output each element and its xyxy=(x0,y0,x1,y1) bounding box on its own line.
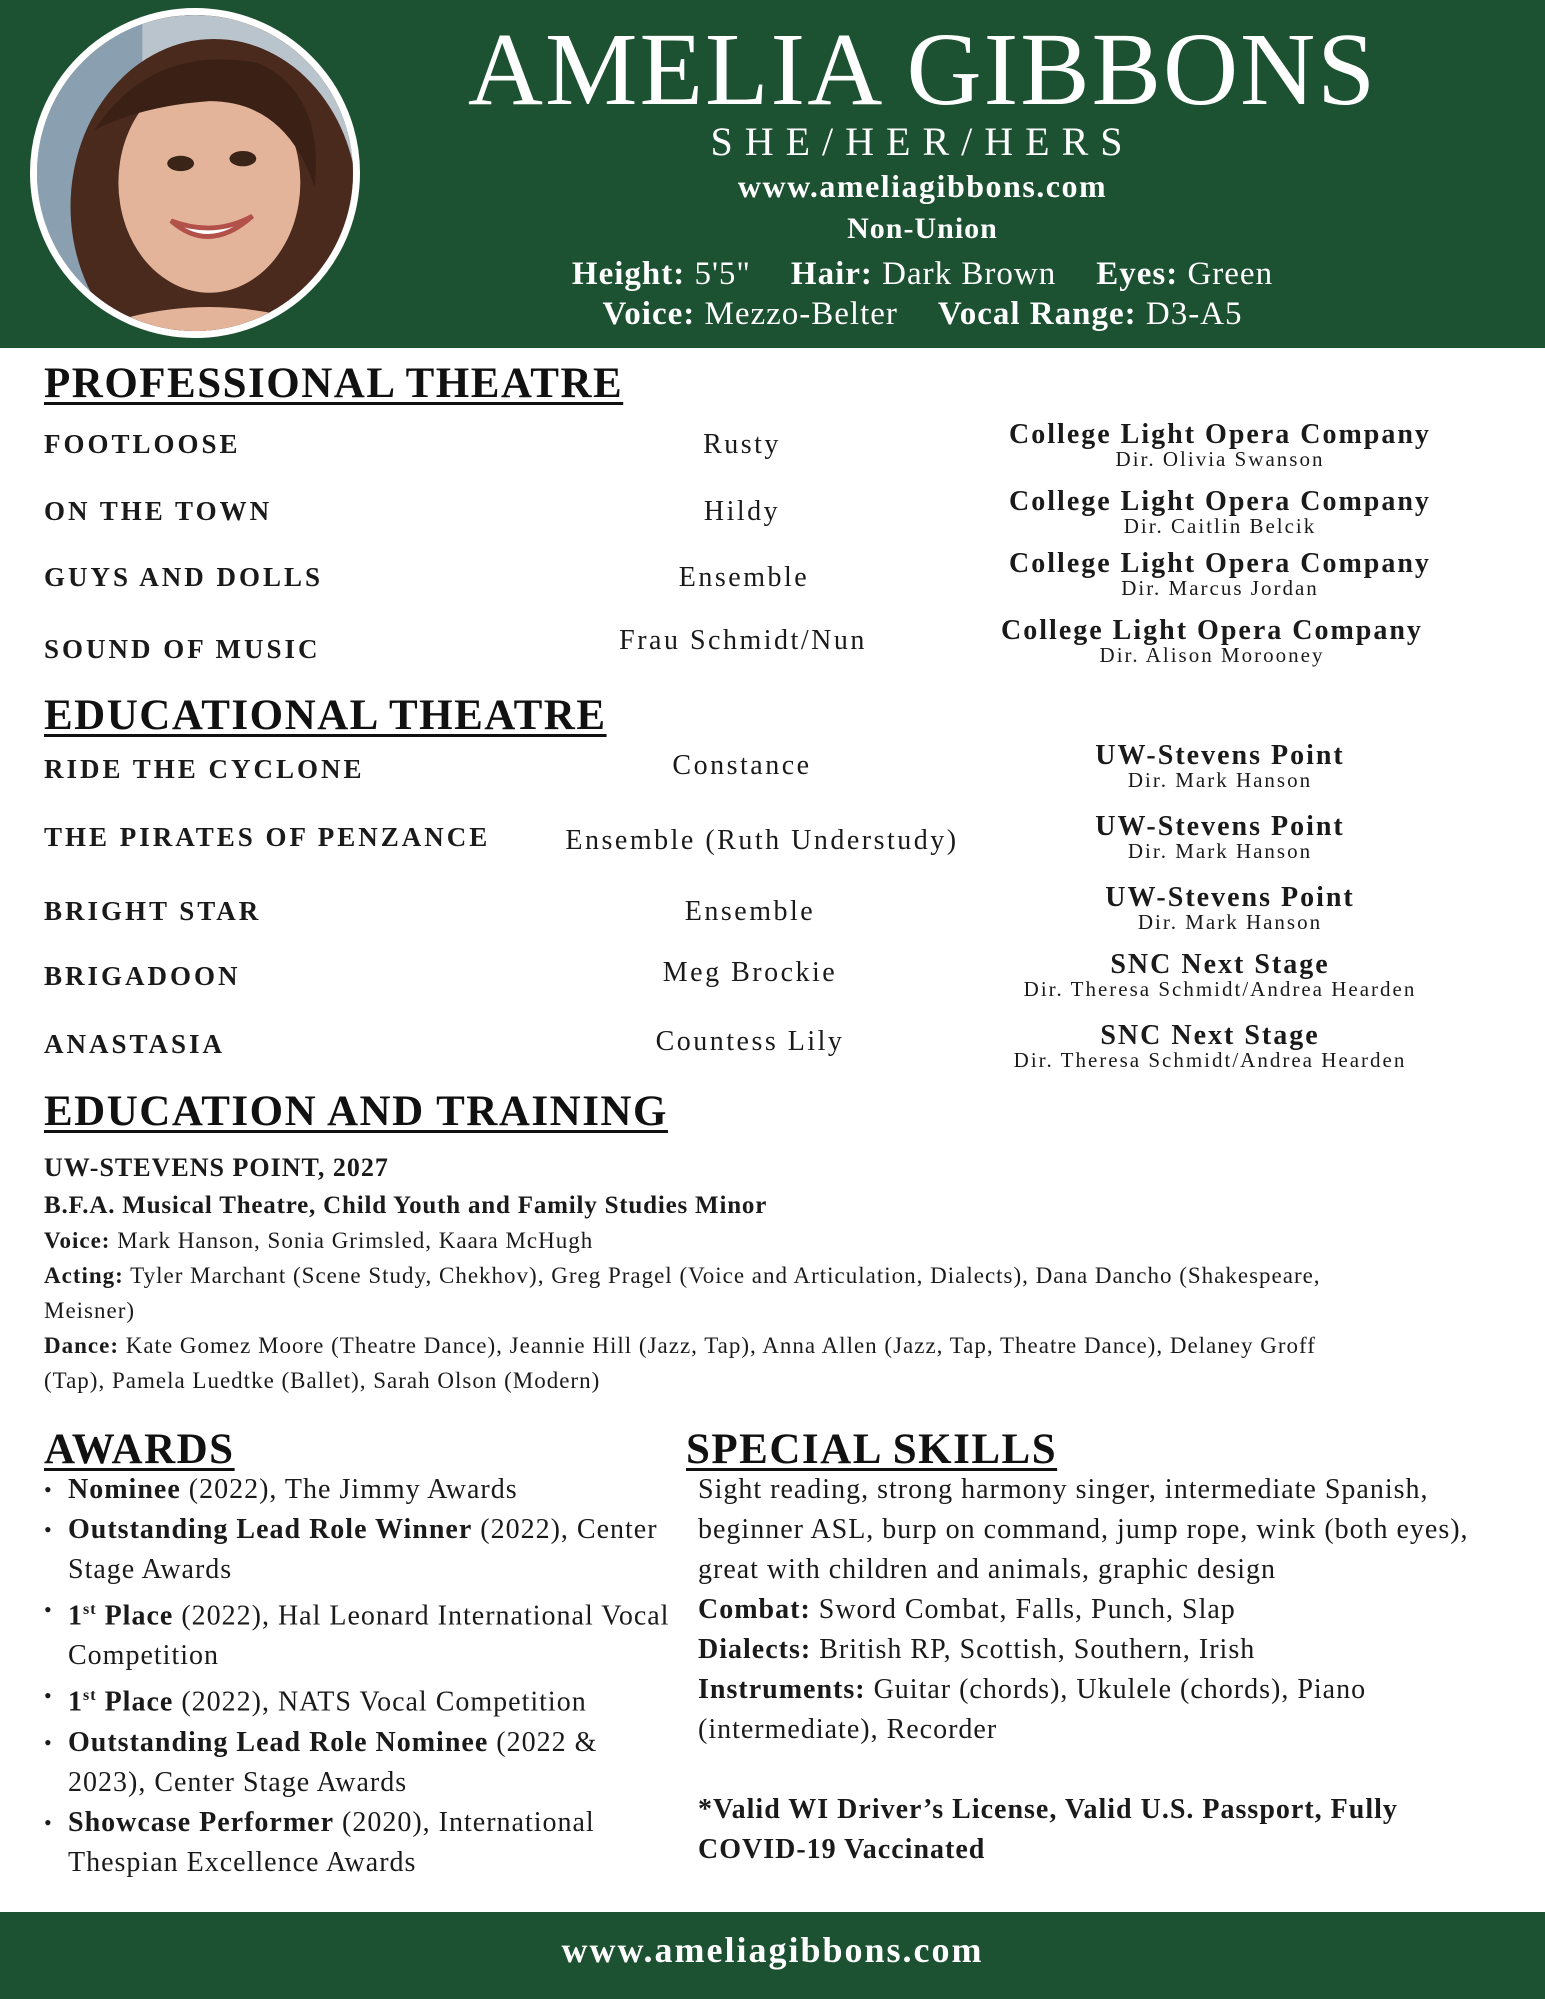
general-skills: Sight reading, strong harmony singer, intermediate Spanish, beginner ASL, burp on command, jump rope, wink (both eyes), great with children and animals, graphic design xyxy=(698,1474,1469,1585)
actor-name: AMELIA GIBBONS xyxy=(467,12,1378,127)
award-name: Nominee xyxy=(68,1474,181,1505)
awards-list xyxy=(44,1470,674,1883)
credit-company xyxy=(960,488,1480,537)
acting-training-teachers: Tyler Marchant (Scene Study, Chekhov), Greg Pragel (Voice and Articulation, Dialects), Dana Dancho (Shakespeare, xyxy=(123,1263,1321,1288)
voice-training-teachers: Mark Hanson, Sonia Grimsled, Kaara McHugh xyxy=(110,1228,594,1253)
credit-company xyxy=(960,421,1480,470)
educational-theatre-title: EDUCATIONAL THEATRE xyxy=(44,692,607,739)
director-name: Dir. Olivia Swanson xyxy=(1115,447,1325,471)
company-name: UW-Stevens Point xyxy=(1095,740,1345,771)
credit-show: ON THE TOWN xyxy=(44,496,273,526)
company-name: UW-Stevens Point xyxy=(1105,882,1355,913)
special-skills-block xyxy=(698,1470,1498,1870)
dialects-value: British RP, Scottish, Southern, Irish xyxy=(811,1634,1256,1665)
eyes-label: Eyes: xyxy=(1096,256,1179,292)
credit-role: Frau Schmidt/Nun xyxy=(619,625,867,656)
director-name: Dir. Marcus Jordan xyxy=(1121,576,1319,600)
range-label: Vocal Range: xyxy=(937,296,1137,332)
credit-show: GUYS AND DOLLS xyxy=(44,562,324,592)
credit-role: Countess Lily xyxy=(655,1026,845,1057)
award-name-rest: Place xyxy=(96,1600,174,1632)
acting-training-continued: Meisner) xyxy=(44,1298,136,1323)
dance-training-continued: (Tap), Pamela Luedtke (Ballet), Sarah Olson (Modern) xyxy=(44,1368,601,1393)
dialect-skills xyxy=(698,1630,1498,1670)
range-value: D3-A5 xyxy=(1145,296,1243,332)
credit-company xyxy=(960,813,1480,862)
director-name: Dir. Alison Morooney xyxy=(1099,643,1325,667)
award-detail: (2022), NATS Vocal Competition xyxy=(173,1686,587,1718)
professional-theatre-title: PROFESSIONAL THEATRE xyxy=(44,360,624,407)
credit-role: Ensemble xyxy=(684,896,816,927)
award-ordinal: st xyxy=(83,1687,97,1705)
dialects-label: Dialects: xyxy=(698,1634,812,1665)
award-detail: (2022), Center Stage Awards xyxy=(68,1514,658,1585)
height-value: 5'5" xyxy=(694,256,751,292)
union-status: Non-Union xyxy=(847,212,998,245)
credit-company xyxy=(960,550,1480,599)
company-name: SNC Next Stage xyxy=(1100,1020,1320,1051)
hair-value: Dark Brown xyxy=(882,256,1057,292)
instruments-value: Guitar (chords), Ukulele (chords), Piano (intermediate), Recorder xyxy=(698,1674,1367,1745)
award-name-rest: Place xyxy=(96,1686,174,1718)
acting-training-label: Acting: xyxy=(44,1263,124,1288)
credit-role: Ensemble (Ruth Understudy) xyxy=(565,825,959,856)
award-item xyxy=(44,1470,674,1510)
acting-training xyxy=(44,1258,1464,1293)
credit-show: FOOTLOOSE xyxy=(44,429,241,459)
director-name: Dir. Theresa Schmidt/Andrea Hearden xyxy=(1023,977,1417,1001)
credit-show: RIDE THE CYCLONE xyxy=(44,754,365,784)
award-detail: (2022 & 2023), Center Stage Awards xyxy=(68,1726,598,1798)
degree: B.F.A. Musical Theatre, Child Youth and Family Studies Minor xyxy=(44,1192,768,1219)
stats-row-1 xyxy=(420,258,1425,291)
education-block xyxy=(44,1150,1464,1398)
company-name: College Light Opera Company xyxy=(1009,486,1431,517)
award-item xyxy=(44,1803,674,1883)
hair-label: Hair: xyxy=(790,256,873,292)
director-name: Dir. Mark Hanson xyxy=(1127,768,1313,792)
credit-company xyxy=(952,617,1472,666)
company-name: SNC Next Stage xyxy=(1110,949,1330,980)
company-name: College Light Opera Company xyxy=(1009,548,1431,579)
license-note: *Valid WI Driver’s License, Valid U.S. Passport, Fully COVID-19 Vaccinated xyxy=(698,1794,1398,1865)
award-name: Outstanding Lead Role Nominee xyxy=(68,1726,489,1758)
height-label: Height: xyxy=(571,256,686,292)
director-name: Dir. Caitlin Belcik xyxy=(1123,514,1317,538)
credit-role: Rusty xyxy=(703,429,781,460)
award-name: Outstanding Lead Role Winner xyxy=(68,1514,473,1545)
credit-company xyxy=(950,1022,1470,1071)
award-name: Showcase Performer xyxy=(68,1806,335,1838)
combat-skills xyxy=(698,1590,1498,1630)
header-website-link[interactable]: www.ameliagibbons.com xyxy=(737,168,1108,204)
dance-training-label: Dance: xyxy=(44,1333,119,1358)
pronouns: SHE/HER/HERS xyxy=(710,119,1135,164)
school-name: UW-STEVENS POINT, 2027 xyxy=(44,1153,389,1182)
award-detail: (2022), Hal Leonard International Vocal Competition xyxy=(68,1600,670,1672)
stats-row-2 xyxy=(420,298,1425,331)
award-detail: (2022), The Jimmy Awards xyxy=(180,1474,518,1505)
credit-role: Ensemble xyxy=(678,562,810,593)
credit-show: BRIGADOON xyxy=(44,961,241,991)
headshot-illustration xyxy=(37,15,353,331)
award-item xyxy=(44,1676,674,1722)
footer-website-link[interactable]: www.ameliagibbons.com xyxy=(561,1930,984,1970)
award-ordinal: st xyxy=(83,1601,97,1618)
credit-company xyxy=(960,951,1480,1000)
credit-company xyxy=(970,884,1490,933)
combat-value: Sword Combat, Falls, Punch, Slap xyxy=(810,1594,1236,1625)
director-name: Dir. Theresa Schmidt/Andrea Hearden xyxy=(1013,1048,1407,1072)
voice-training-label: Voice: xyxy=(44,1228,111,1253)
company-name: College Light Opera Company xyxy=(1001,615,1423,646)
director-name: Dir. Mark Hanson xyxy=(1137,910,1323,934)
company-name: College Light Opera Company xyxy=(1009,419,1431,450)
credit-show: SOUND OF MUSIC xyxy=(44,634,321,664)
credit-role: Hildy xyxy=(703,496,781,527)
voice-value: Mezzo-Belter xyxy=(704,296,898,332)
instrument-skills xyxy=(698,1670,1498,1750)
credit-show: ANASTASIA xyxy=(44,1029,226,1059)
award-item xyxy=(44,1723,674,1803)
dance-training-teachers: Kate Gomez Moore (Theatre Dance), Jeannie Hill (Jazz, Tap), Anna Allen (Jazz, Tap, Theatre Dance), Delaney Groff xyxy=(118,1333,1316,1358)
award-name: 1 xyxy=(68,1686,83,1718)
voice-label: Voice: xyxy=(602,296,696,332)
award-detail: (2020), International Thespian Excellence Awards xyxy=(68,1806,595,1878)
award-item xyxy=(44,1590,674,1676)
eyes-value: Green xyxy=(1187,256,1274,292)
voice-training xyxy=(44,1223,1464,1258)
director-name: Dir. Mark Hanson xyxy=(1127,839,1313,863)
credit-company xyxy=(960,742,1480,791)
education-training-title: EDUCATION AND TRAINING xyxy=(44,1088,668,1135)
awards-title: AWARDS xyxy=(44,1426,235,1473)
credit-show: BRIGHT STAR xyxy=(44,896,262,926)
combat-label: Combat: xyxy=(698,1594,811,1625)
instruments-label: Instruments: xyxy=(698,1674,866,1705)
special-skills-title: SPECIAL SKILLS xyxy=(686,1426,1058,1473)
company-name: UW-Stevens Point xyxy=(1095,811,1345,842)
award-item xyxy=(44,1510,674,1590)
dance-training xyxy=(44,1328,1464,1363)
credit-show: THE PIRATES OF PENZANCE xyxy=(44,822,491,852)
award-name: 1 xyxy=(68,1600,83,1632)
credit-role: Constance xyxy=(672,750,812,781)
headshot-photo xyxy=(30,8,360,338)
credit-role: Meg Brockie xyxy=(662,957,838,988)
